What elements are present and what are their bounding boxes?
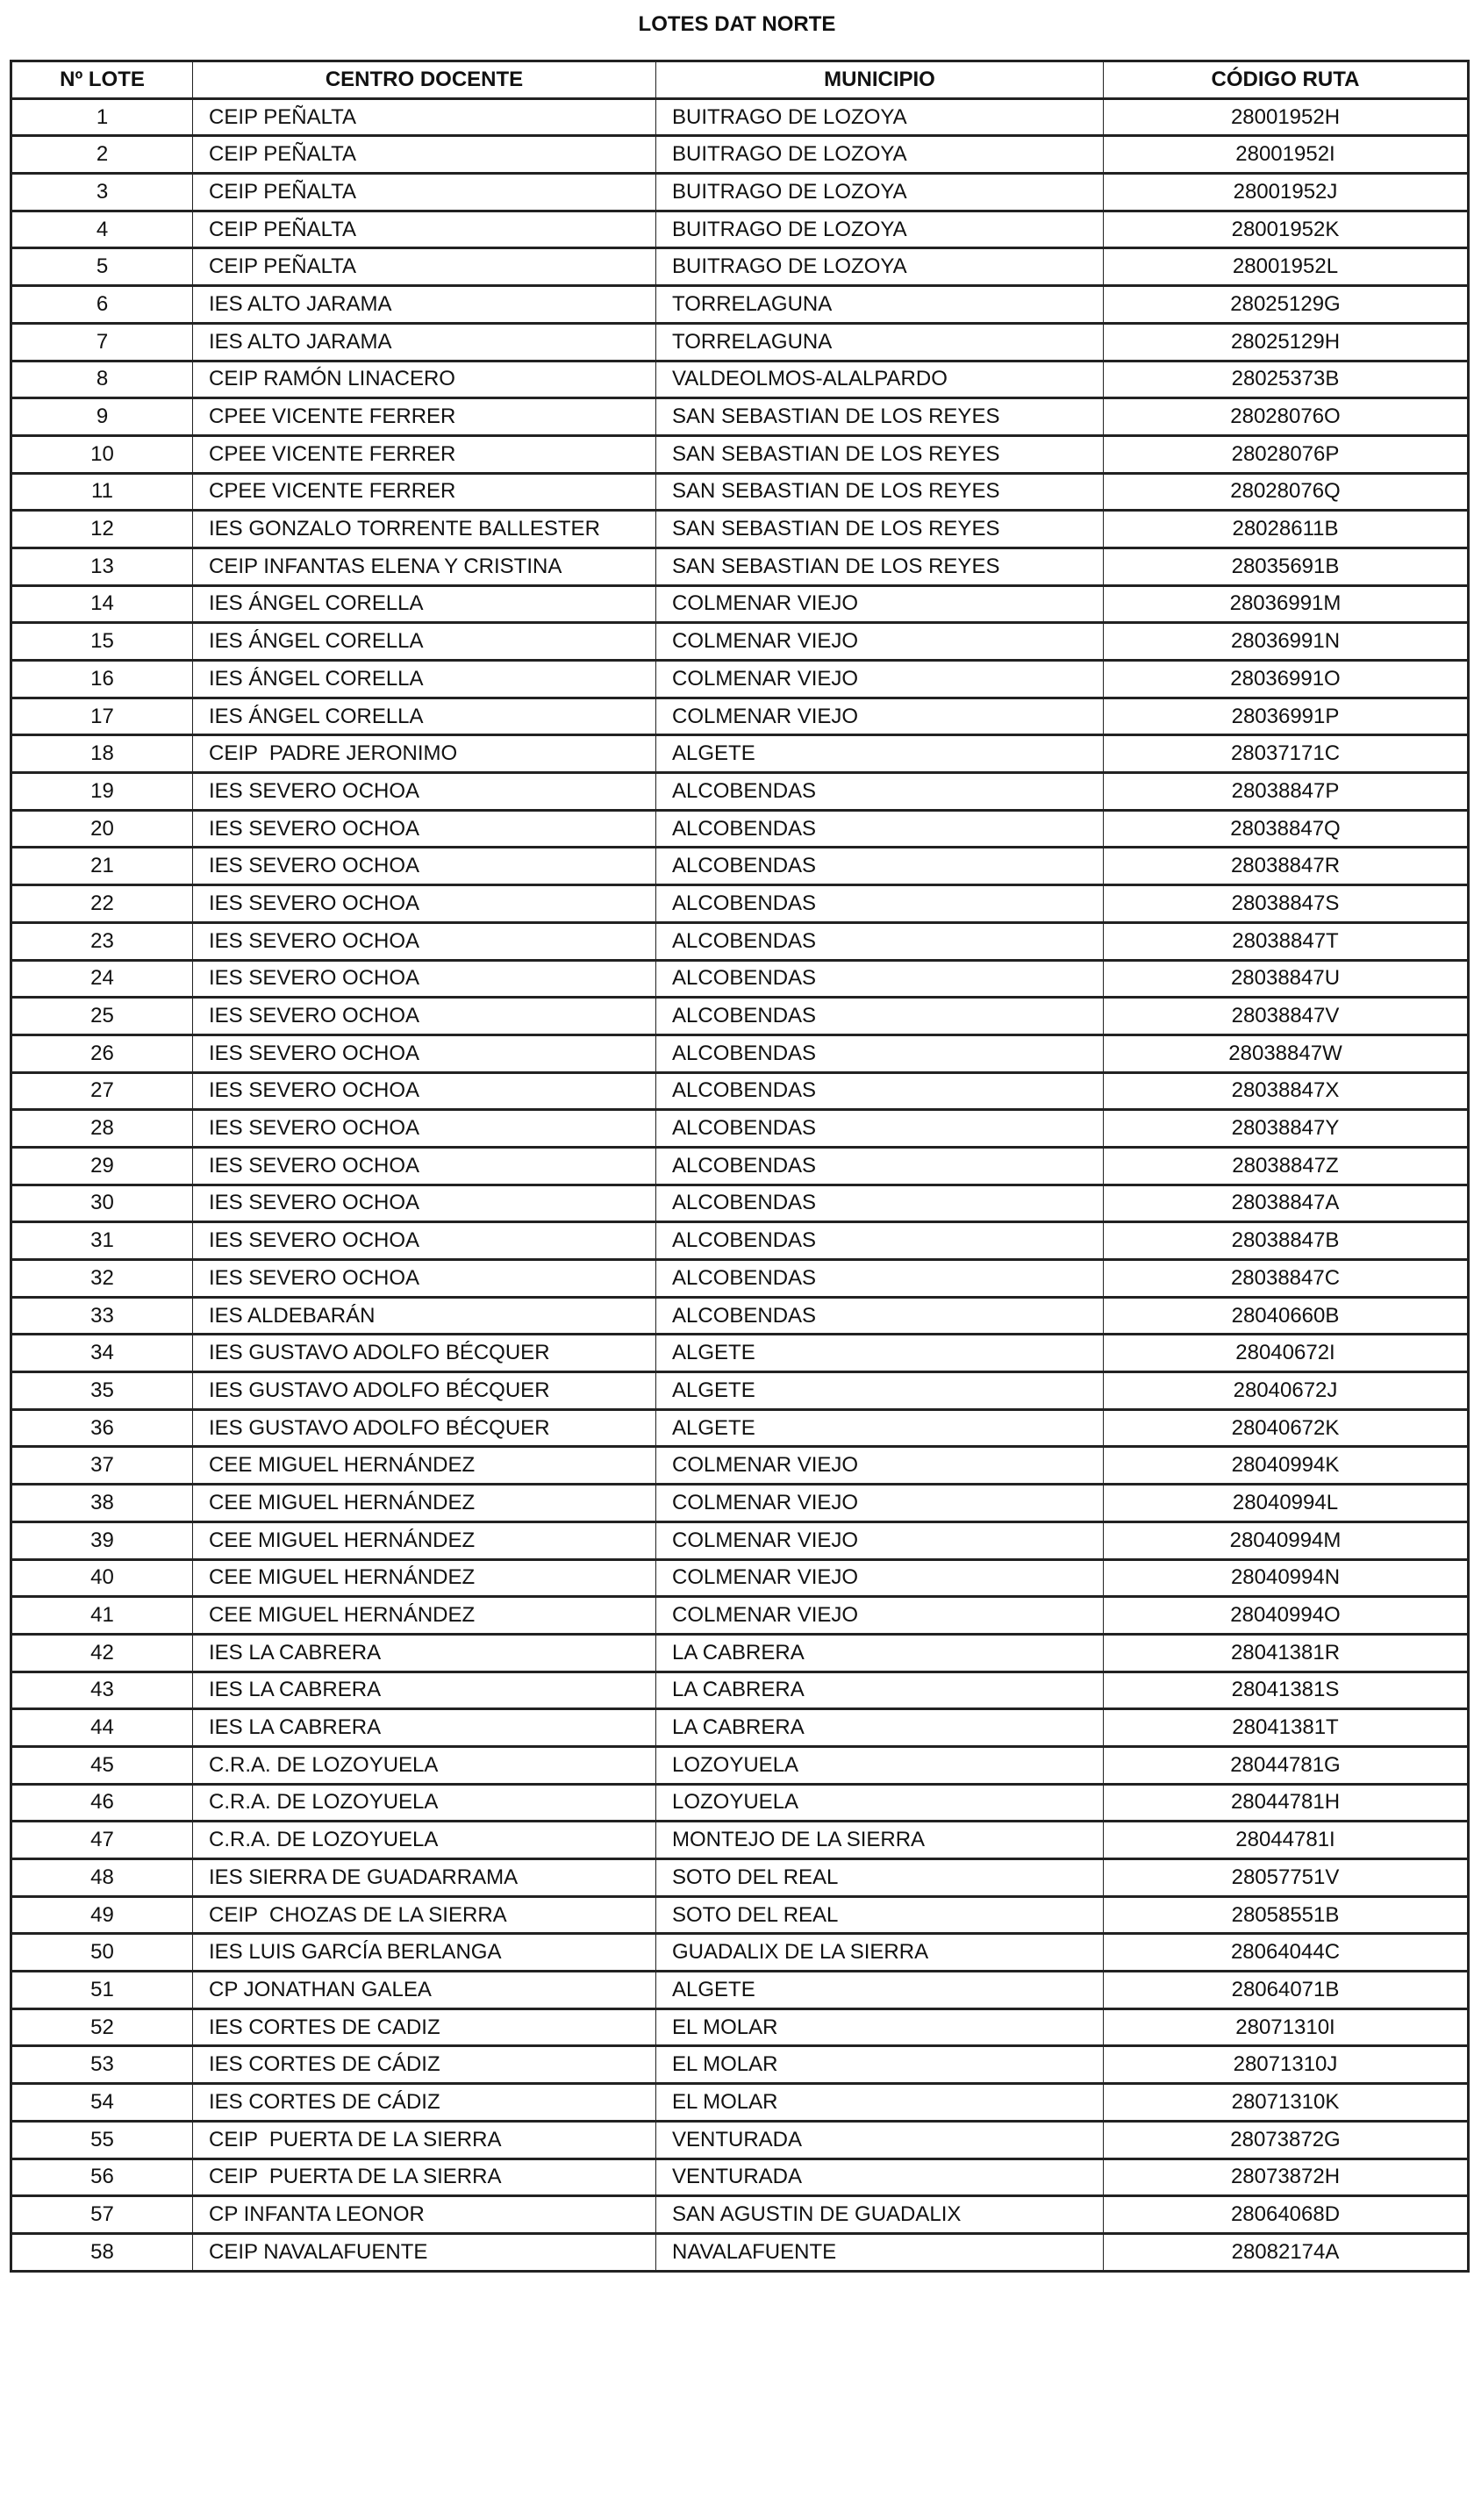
codigo-ruta-cell: 28038847B [1104,1222,1469,1260]
lote-number-cell: 45 [11,1746,193,1784]
table-row [11,1672,1469,1709]
document-title: LOTES DAT NORTE [638,12,836,36]
codigo-ruta-cell: 28071310K [1104,2084,1469,2122]
lote-number-cell: 8 [11,361,193,398]
lote-number-cell: 33 [11,1297,193,1335]
lote-number-cell: 15 [11,623,193,661]
table-row [11,548,1469,585]
codigo-ruta-cell: 28040660B [1104,1297,1469,1335]
lote-number-cell: 36 [11,1409,193,1447]
centro-docente-cell: IES ALDEBARÁN [193,1297,656,1335]
lote-number-cell: 30 [11,1185,193,1222]
lote-number-cell: 25 [11,998,193,1035]
table-row [11,473,1469,511]
centro-docente-cell: IES SEVERO OCHOA [193,1072,656,1110]
centro-docente-cell: IES ÁNGEL CORELLA [193,623,656,661]
centro-docente-cell: CEE MIGUEL HERNÁNDEZ [193,1597,656,1635]
centro-docente-cell: IES SEVERO OCHOA [193,998,656,1035]
centro-docente-cell: CEIP PEÑALTA [193,174,656,211]
centro-docente-cell: IES SEVERO OCHOA [193,1110,656,1148]
municipio-cell: SAN SEBASTIAN DE LOS REYES [656,548,1104,585]
municipio-cell: ALCOBENDAS [656,1110,1104,1148]
lote-number-cell: 22 [11,885,193,923]
centro-docente-cell: CEIP INFANTAS ELENA Y CRISTINA [193,548,656,585]
centro-docente-cell: CP JONATHAN GALEA [193,1972,656,2009]
table-row [11,1709,1469,1747]
table-row [11,1634,1469,1672]
codigo-ruta-cell: 28040994L [1104,1485,1469,1522]
municipio-cell: ALCOBENDAS [656,998,1104,1035]
centro-docente-cell: IES ALTO JARAMA [193,286,656,324]
table-row [11,698,1469,735]
municipio-cell: VENTURADA [656,2158,1104,2196]
lote-number-cell: 24 [11,960,193,998]
codigo-ruta-cell: 28036991M [1104,585,1469,623]
municipio-cell: LA CABRERA [656,1709,1104,1747]
centro-docente-cell: IES ÁNGEL CORELLA [193,661,656,698]
lote-number-cell: 16 [11,661,193,698]
codigo-ruta-cell: 28028076O [1104,398,1469,436]
codigo-ruta-cell: 28071310I [1104,2008,1469,2046]
municipio-cell: ALCOBENDAS [656,960,1104,998]
municipio-cell: COLMENAR VIEJO [656,661,1104,698]
municipio-cell: ALCOBENDAS [656,1147,1104,1185]
municipio-cell: LA CABRERA [656,1634,1104,1672]
codigo-ruta-cell: 28028611B [1104,511,1469,548]
municipio-cell: BUITRAGO DE LOZOYA [656,211,1104,248]
centro-docente-cell: CEIP PUERTA DE LA SIERRA [193,2121,656,2158]
municipio-cell: ALCOBENDAS [656,848,1104,885]
municipio-cell: BUITRAGO DE LOZOYA [656,174,1104,211]
centro-docente-cell: IES SEVERO OCHOA [193,885,656,923]
table-row [11,1447,1469,1485]
lote-number-cell: 48 [11,1859,193,1897]
table-row [11,623,1469,661]
table-row [11,361,1469,398]
codigo-ruta-cell: 28036991P [1104,698,1469,735]
lote-number-cell: 14 [11,585,193,623]
municipio-cell: VALDEOLMOS-ALALPARDO [656,361,1104,398]
table-row [11,2233,1469,2271]
lote-number-cell: 26 [11,1034,193,1072]
table-row [11,1485,1469,1522]
lote-number-cell: 42 [11,1634,193,1672]
table-row [11,1822,1469,1859]
centro-docente-cell: CEE MIGUEL HERNÁNDEZ [193,1559,656,1597]
municipio-cell: COLMENAR VIEJO [656,1485,1104,1522]
municipio-cell: ALCOBENDAS [656,885,1104,923]
codigo-ruta-cell: 28044781G [1104,1746,1469,1784]
centro-docente-cell: IES SEVERO OCHOA [193,922,656,960]
lote-number-cell: 10 [11,435,193,473]
table-row [11,1784,1469,1822]
lote-number-cell: 29 [11,1147,193,1185]
table-row [11,136,1469,174]
table-row [11,2008,1469,2046]
codigo-ruta-cell: 28038847P [1104,773,1469,811]
codigo-ruta-cell: 28082174A [1104,2233,1469,2271]
codigo-ruta-cell: 28040994O [1104,1597,1469,1635]
lote-number-cell: 32 [11,1260,193,1298]
municipio-cell: BUITRAGO DE LOZOYA [656,248,1104,286]
municipio-cell: EL MOLAR [656,2084,1104,2122]
codigo-ruta-cell: 28038847X [1104,1072,1469,1110]
lote-number-cell: 49 [11,1896,193,1934]
lote-number-cell: 19 [11,773,193,811]
centro-docente-cell: C.R.A. DE LOZOYUELA [193,1746,656,1784]
municipio-cell: COLMENAR VIEJO [656,1521,1104,1559]
municipio-cell: ALCOBENDAS [656,1185,1104,1222]
lote-number-cell: 35 [11,1372,193,1410]
centro-docente-cell: IES GUSTAVO ADOLFO BÉCQUER [193,1409,656,1447]
codigo-ruta-cell: 28073872G [1104,2121,1469,2158]
centro-docente-cell: CEIP PADRE JERONIMO [193,735,656,773]
municipio-cell: TORRELAGUNA [656,286,1104,324]
codigo-ruta-cell: 28041381S [1104,1672,1469,1709]
table-row [11,735,1469,773]
centro-docente-cell: IES SIERRA DE GUADARRAMA [193,1859,656,1897]
municipio-cell: TORRELAGUNA [656,323,1104,361]
table-row [11,1260,1469,1298]
municipio-cell: ALCOBENDAS [656,1260,1104,1298]
table-row [11,98,1469,136]
codigo-ruta-cell: 28001952K [1104,211,1469,248]
table-row [11,1372,1469,1410]
lote-number-cell: 37 [11,1447,193,1485]
codigo-ruta-cell: 28028076Q [1104,473,1469,511]
column-header-municipio: MUNICIPIO [656,61,1104,99]
centro-docente-cell: IES SEVERO OCHOA [193,1260,656,1298]
municipio-cell: LA CABRERA [656,1672,1104,1709]
municipio-cell: ALCOBENDAS [656,810,1104,848]
codigo-ruta-cell: 28038847R [1104,848,1469,885]
table-row [11,2158,1469,2196]
centro-docente-cell: CP INFANTA LEONOR [193,2196,656,2234]
municipio-cell: ALCOBENDAS [656,1072,1104,1110]
centro-docente-cell: IES CORTES DE CÁDIZ [193,2046,656,2084]
municipio-cell: ALGETE [656,1972,1104,2009]
municipio-cell: SAN SEBASTIAN DE LOS REYES [656,511,1104,548]
lote-number-cell: 57 [11,2196,193,2234]
municipio-cell: COLMENAR VIEJO [656,623,1104,661]
centro-docente-cell: CEE MIGUEL HERNÁNDEZ [193,1485,656,1522]
centro-docente-cell: CEIP NAVALAFUENTE [193,2233,656,2271]
centro-docente-cell: IES LA CABRERA [193,1634,656,1672]
municipio-cell: LOZOYUELA [656,1746,1104,1784]
lote-number-cell: 40 [11,1559,193,1597]
municipio-cell: SAN AGUSTIN DE GUADALIX [656,2196,1104,2234]
centro-docente-cell: IES GUSTAVO ADOLFO BÉCQUER [193,1335,656,1372]
table-row [11,511,1469,548]
centro-docente-cell: CEE MIGUEL HERNÁNDEZ [193,1447,656,1485]
table-row [11,773,1469,811]
centro-docente-cell: IES SEVERO OCHOA [193,1185,656,1222]
codigo-ruta-cell: 28044781H [1104,1784,1469,1822]
table-row [11,1110,1469,1148]
codigo-ruta-cell: 28035691B [1104,548,1469,585]
centro-docente-cell: IES LA CABRERA [193,1672,656,1709]
codigo-ruta-cell: 28040994N [1104,1559,1469,1597]
codigo-ruta-cell: 28057751V [1104,1859,1469,1897]
lote-number-cell: 47 [11,1822,193,1859]
municipio-cell: ALGETE [656,1335,1104,1372]
municipio-cell: SAN SEBASTIAN DE LOS REYES [656,398,1104,436]
codigo-ruta-cell: 28036991N [1104,623,1469,661]
centro-docente-cell: C.R.A. DE LOZOYUELA [193,1784,656,1822]
centro-docente-cell: IES GONZALO TORRENTE BALLESTER [193,511,656,548]
centro-docente-cell: IES SEVERO OCHOA [193,773,656,811]
codigo-ruta-cell: 28001952J [1104,174,1469,211]
table-row [11,248,1469,286]
lote-number-cell: 3 [11,174,193,211]
table-row [11,922,1469,960]
table-row [11,2121,1469,2158]
municipio-cell: EL MOLAR [656,2046,1104,2084]
codigo-ruta-cell: 28040994M [1104,1521,1469,1559]
municipio-cell: GUADALIX DE LA SIERRA [656,1934,1104,1972]
centro-docente-cell: IES SEVERO OCHOA [193,960,656,998]
table-row [11,1597,1469,1635]
lote-number-cell: 12 [11,511,193,548]
municipio-cell: ALCOBENDAS [656,922,1104,960]
codigo-ruta-cell: 28071310J [1104,2046,1469,2084]
codigo-ruta-cell: 28028076P [1104,435,1469,473]
table-row [11,435,1469,473]
municipio-cell: COLMENAR VIEJO [656,698,1104,735]
table-row [11,848,1469,885]
table-row [11,2084,1469,2122]
municipio-cell: SOTO DEL REAL [656,1896,1104,1934]
codigo-ruta-cell: 28041381R [1104,1634,1469,1672]
municipio-cell: LOZOYUELA [656,1784,1104,1822]
codigo-ruta-cell: 28037171C [1104,735,1469,773]
centro-docente-cell: CPEE VICENTE FERRER [193,473,656,511]
column-header-codigo: CÓDIGO RUTA [1104,61,1469,99]
table-row [11,1972,1469,2009]
municipio-cell: NAVALAFUENTE [656,2233,1104,2271]
municipio-cell: COLMENAR VIEJO [656,1447,1104,1485]
centro-docente-cell: CEIP PEÑALTA [193,211,656,248]
table-row [11,174,1469,211]
table-row [11,1521,1469,1559]
table-row [11,1559,1469,1597]
municipio-cell: ALGETE [656,1372,1104,1410]
centro-docente-cell: CEIP PEÑALTA [193,248,656,286]
table-row [11,1335,1469,1372]
municipio-cell: BUITRAGO DE LOZOYA [656,136,1104,174]
table-row [11,661,1469,698]
lote-number-cell: 41 [11,1597,193,1635]
municipio-cell: COLMENAR VIEJO [656,585,1104,623]
codigo-ruta-cell: 28025373B [1104,361,1469,398]
codigo-ruta-cell: 28040994K [1104,1447,1469,1485]
table-row [11,1222,1469,1260]
centro-docente-cell: CEIP CHOZAS DE LA SIERRA [193,1896,656,1934]
table-row [11,585,1469,623]
centro-docente-cell: CEE MIGUEL HERNÁNDEZ [193,1521,656,1559]
lote-number-cell: 55 [11,2121,193,2158]
codigo-ruta-cell: 28038847Y [1104,1110,1469,1148]
municipio-cell: SOTO DEL REAL [656,1859,1104,1897]
lote-number-cell: 2 [11,136,193,174]
lote-number-cell: 51 [11,1972,193,2009]
codigo-ruta-cell: 28038847W [1104,1034,1469,1072]
lote-number-cell: 13 [11,548,193,585]
codigo-ruta-cell: 28038847U [1104,960,1469,998]
lote-number-cell: 9 [11,398,193,436]
lote-number-cell: 17 [11,698,193,735]
centro-docente-cell: IES LUIS GARCÍA BERLANGA [193,1934,656,1972]
municipio-cell: SAN SEBASTIAN DE LOS REYES [656,473,1104,511]
centro-docente-cell: IES SEVERO OCHOA [193,1147,656,1185]
municipio-cell: BUITRAGO DE LOZOYA [656,98,1104,136]
centro-docente-cell: CEIP RAMÓN LINACERO [193,361,656,398]
codigo-ruta-cell: 28001952L [1104,248,1469,286]
lote-number-cell: 27 [11,1072,193,1110]
lote-number-cell: 43 [11,1672,193,1709]
codigo-ruta-cell: 28038847A [1104,1185,1469,1222]
lote-number-cell: 23 [11,922,193,960]
municipio-cell: VENTURADA [656,2121,1104,2158]
municipio-cell: ALCOBENDAS [656,1297,1104,1335]
codigo-ruta-cell: 28001952H [1104,98,1469,136]
centro-docente-cell: CPEE VICENTE FERRER [193,398,656,436]
municipio-cell: COLMENAR VIEJO [656,1559,1104,1597]
municipio-cell: MONTEJO DE LA SIERRA [656,1822,1104,1859]
centro-docente-cell: IES SEVERO OCHOA [193,1222,656,1260]
centro-docente-cell: IES ALTO JARAMA [193,323,656,361]
table-row [11,211,1469,248]
codigo-ruta-cell: 28040672J [1104,1372,1469,1410]
codigo-ruta-cell: 28038847V [1104,998,1469,1035]
table-row [11,885,1469,923]
table-row [11,810,1469,848]
table-row [11,1185,1469,1222]
codigo-ruta-cell: 28038847Q [1104,810,1469,848]
centro-docente-cell: IES ÁNGEL CORELLA [193,698,656,735]
lote-number-cell: 58 [11,2233,193,2271]
table-row [11,323,1469,361]
column-header-lote: Nº LOTE [11,61,193,99]
lote-number-cell: 20 [11,810,193,848]
lote-number-cell: 53 [11,2046,193,2084]
municipio-cell: ALGETE [656,1409,1104,1447]
codigo-ruta-cell: 28064068D [1104,2196,1469,2234]
lote-number-cell: 50 [11,1934,193,1972]
lote-number-cell: 6 [11,286,193,324]
municipio-cell: ALCOBENDAS [656,1222,1104,1260]
centro-docente-cell: CEIP PEÑALTA [193,98,656,136]
centro-docente-cell: CEIP PUERTA DE LA SIERRA [193,2158,656,2196]
lote-number-cell: 11 [11,473,193,511]
lote-number-cell: 38 [11,1485,193,1522]
codigo-ruta-cell: 28058551B [1104,1896,1469,1934]
table-row [11,1297,1469,1335]
codigo-ruta-cell: 28040672K [1104,1409,1469,1447]
municipio-cell: SAN SEBASTIAN DE LOS REYES [656,435,1104,473]
centro-docente-cell: IES ÁNGEL CORELLA [193,585,656,623]
table-row [11,286,1469,324]
lote-number-cell: 52 [11,2008,193,2046]
codigo-ruta-cell: 28041381T [1104,1709,1469,1747]
codigo-ruta-cell: 28040672I [1104,1335,1469,1372]
table-row [11,398,1469,436]
codigo-ruta-cell: 28064044C [1104,1934,1469,1972]
table-row [11,1896,1469,1934]
municipio-cell: ALCOBENDAS [656,773,1104,811]
codigo-ruta-cell: 28025129G [1104,286,1469,324]
centro-docente-cell: IES SEVERO OCHOA [193,848,656,885]
lote-number-cell: 31 [11,1222,193,1260]
lote-number-cell: 21 [11,848,193,885]
table-row [11,2046,1469,2084]
table-row [11,1746,1469,1784]
table-row [11,1859,1469,1897]
centro-docente-cell: CPEE VICENTE FERRER [193,435,656,473]
lote-number-cell: 1 [11,98,193,136]
municipio-cell: ALCOBENDAS [656,1034,1104,1072]
table-row [11,1934,1469,1972]
table-row [11,960,1469,998]
lote-number-cell: 54 [11,2084,193,2122]
lote-number-cell: 28 [11,1110,193,1148]
table-header-row [11,61,1469,99]
centro-docente-cell: CEIP PEÑALTA [193,136,656,174]
lote-number-cell: 46 [11,1784,193,1822]
lote-number-cell: 18 [11,735,193,773]
codigo-ruta-cell: 28044781I [1104,1822,1469,1859]
codigo-ruta-cell: 28038847Z [1104,1147,1469,1185]
table-row [11,1409,1469,1447]
table-row [11,2196,1469,2234]
table-row [11,1072,1469,1110]
municipio-cell: ALGETE [656,735,1104,773]
centro-docente-cell: C.R.A. DE LOZOYUELA [193,1822,656,1859]
centro-docente-cell: IES CORTES DE CADIZ [193,2008,656,2046]
codigo-ruta-cell: 28038847S [1104,885,1469,923]
codigo-ruta-cell: 28038847T [1104,922,1469,960]
lote-number-cell: 44 [11,1709,193,1747]
municipio-cell: EL MOLAR [656,2008,1104,2046]
codigo-ruta-cell: 28064071B [1104,1972,1469,2009]
codigo-ruta-cell: 28073872H [1104,2158,1469,2196]
lote-number-cell: 5 [11,248,193,286]
municipio-cell: COLMENAR VIEJO [656,1597,1104,1635]
lote-number-cell: 34 [11,1335,193,1372]
lote-number-cell: 4 [11,211,193,248]
lote-number-cell: 39 [11,1521,193,1559]
codigo-ruta-cell: 28025129H [1104,323,1469,361]
codigo-ruta-cell: 28038847C [1104,1260,1469,1298]
centro-docente-cell: IES GUSTAVO ADOLFO BÉCQUER [193,1372,656,1410]
lote-number-cell: 56 [11,2158,193,2196]
centro-docente-cell: IES SEVERO OCHOA [193,1034,656,1072]
codigo-ruta-cell: 28036991O [1104,661,1469,698]
lote-number-cell: 7 [11,323,193,361]
lotes-table [10,60,1470,2273]
centro-docente-cell: IES SEVERO OCHOA [193,810,656,848]
centro-docente-cell: IES CORTES DE CÁDIZ [193,2084,656,2122]
table-row [11,1034,1469,1072]
centro-docente-cell: IES LA CABRERA [193,1709,656,1747]
column-header-centro: CENTRO DOCENTE [193,61,656,99]
codigo-ruta-cell: 28001952I [1104,136,1469,174]
table-row [11,1147,1469,1185]
table-row [11,998,1469,1035]
